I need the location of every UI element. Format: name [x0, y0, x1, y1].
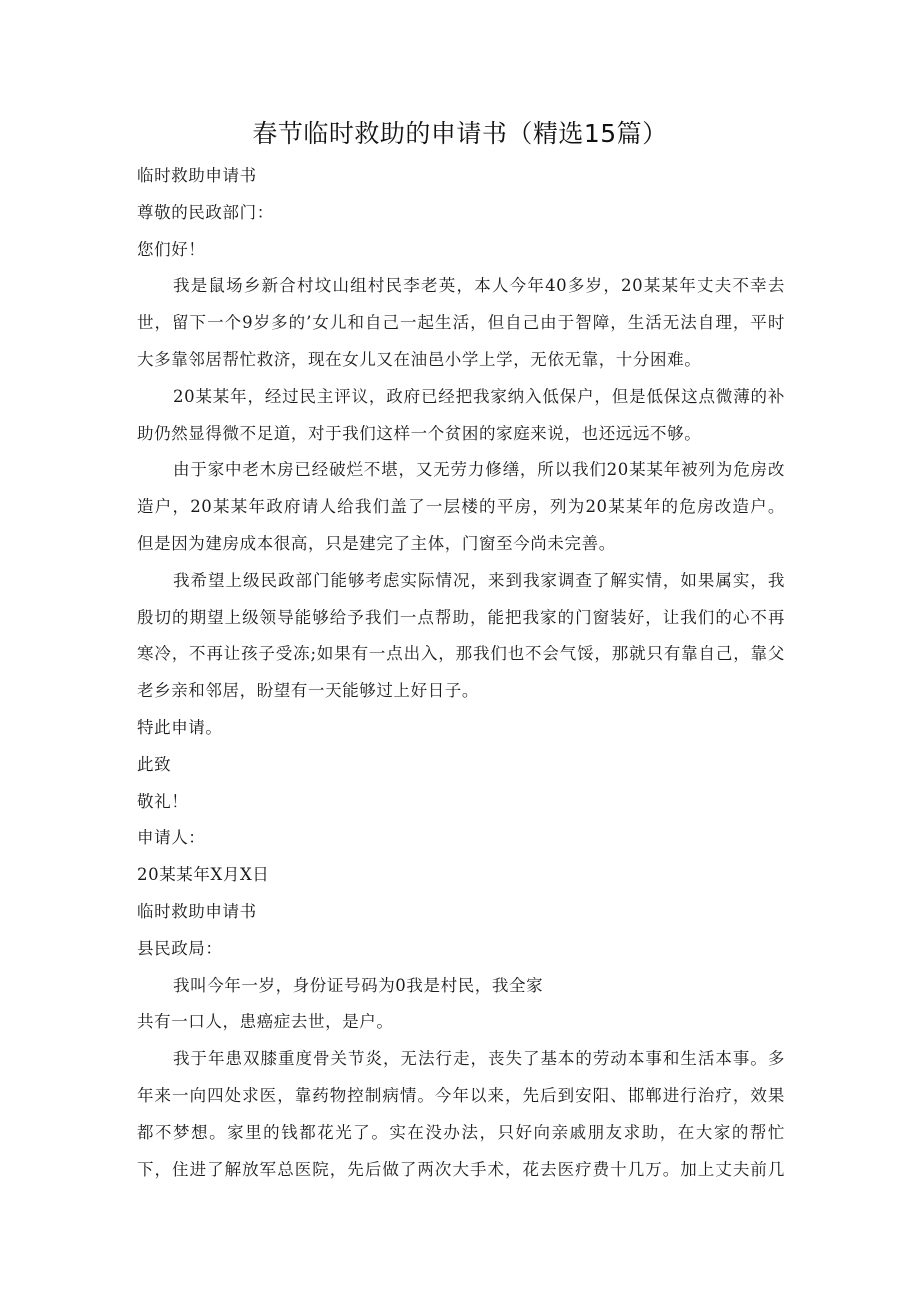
- paragraph-line: 我是鼠场乡新合村坟山组村民李老英，本人今年40多岁，20某某年丈夫不幸去: [173, 276, 785, 296]
- paragraph-line: 20某某年，经过民主评议，政府已经把我家纳入低保户，但是低保这点微薄的补: [173, 386, 785, 406]
- paragraph-line: 共有一口人，患癌症去世，是户。: [137, 1012, 394, 1032]
- paragraph-line: 我叫今年一岁，身份证号码为0我是村民，我全家: [173, 975, 544, 995]
- salutation-2: 县民政局：: [137, 938, 223, 958]
- document-body: [137, 158, 785, 1188]
- paragraph-6: [137, 1041, 785, 1188]
- paragraph-2: [137, 379, 785, 453]
- applicant-label: 申请人：: [137, 828, 206, 848]
- paragraph-3: [137, 452, 785, 562]
- paragraph-line: 助仍然显得微不足道，对于我们这样一个贫困的家庭来说，也还远远不够。: [137, 423, 702, 443]
- greeting: 您们好！: [137, 239, 206, 259]
- paragraph-line: 老乡亲和邻居，盼望有一天能够过上好日子。: [137, 681, 479, 701]
- paragraph-line: 我希望上级民政部门能够考虑实际情况，来到我家调查了解实情，如果属实，我: [173, 570, 785, 590]
- salutation: 尊敬的民政部门：: [137, 202, 274, 222]
- paragraph-line: 但是因为建房成本很高，只是建完了主体，门窗至今尚未完善。: [137, 533, 616, 553]
- paragraph-line: 世，留下一个9岁多的’女儿和自己一起生活，但自己由于智障，生活无法自理，平时: [137, 313, 785, 333]
- closing-jingli: 敬礼！: [137, 791, 189, 811]
- section-heading-2: 临时救助申请书: [137, 901, 257, 921]
- paragraph-line: 寒冷，不再让孩子受冻;如果有一点出入，那我们也不会气馁，那就只有靠自己，靠父: [137, 644, 785, 664]
- closing-cizhi: 此致: [137, 754, 172, 774]
- document-title: 春节临时救助的申请书（精选15篇）: [252, 119, 668, 148]
- paragraph-line: 我于年患双膝重度骨关节炎，无法行走，丧失了基本的劳动本事和生活本事。多: [173, 1049, 785, 1069]
- section-heading: 临时救助申请书: [137, 166, 257, 185]
- paragraph-line: 下，住进了解放军总医院，先后做了两次大手术，花去医疗费十几万。加上丈夫前几: [137, 1159, 785, 1179]
- paragraph-4: [137, 563, 785, 710]
- paragraph-line: 大多靠邻居帮忙救济，现在女儿又在油邑小学上学，无依无靠，十分困难。: [137, 349, 702, 369]
- paragraph-line: 造户，20某某年政府请人给我们盖了一层楼的平房，列为20某某年的危房改造户。: [137, 497, 785, 517]
- paragraph-line: 年来一向四处求医，靠药物控制病情。今年以来，先后到安阳、邯郸进行治疗，效果: [137, 1085, 785, 1105]
- closing-request: 特此申请。: [137, 717, 223, 737]
- paragraph-line: 由于家中老木房已经破烂不堪，又无劳力修缮，所以我们20某某年被列为危房改: [173, 460, 785, 480]
- paragraph-5: [137, 968, 785, 1042]
- paragraph-line: 都不梦想。家里的钱都花光了。实在没办法，只好向亲戚朋友求助，在大家的帮忙: [137, 1122, 785, 1142]
- date-line: 20某某年X月X日: [137, 865, 270, 885]
- paragraph-line: 殷切的期望上级领导能够给予我们一点帮助，能把我家的门窗装好，让我们的心不再: [137, 607, 785, 627]
- paragraph-1: [137, 268, 785, 378]
